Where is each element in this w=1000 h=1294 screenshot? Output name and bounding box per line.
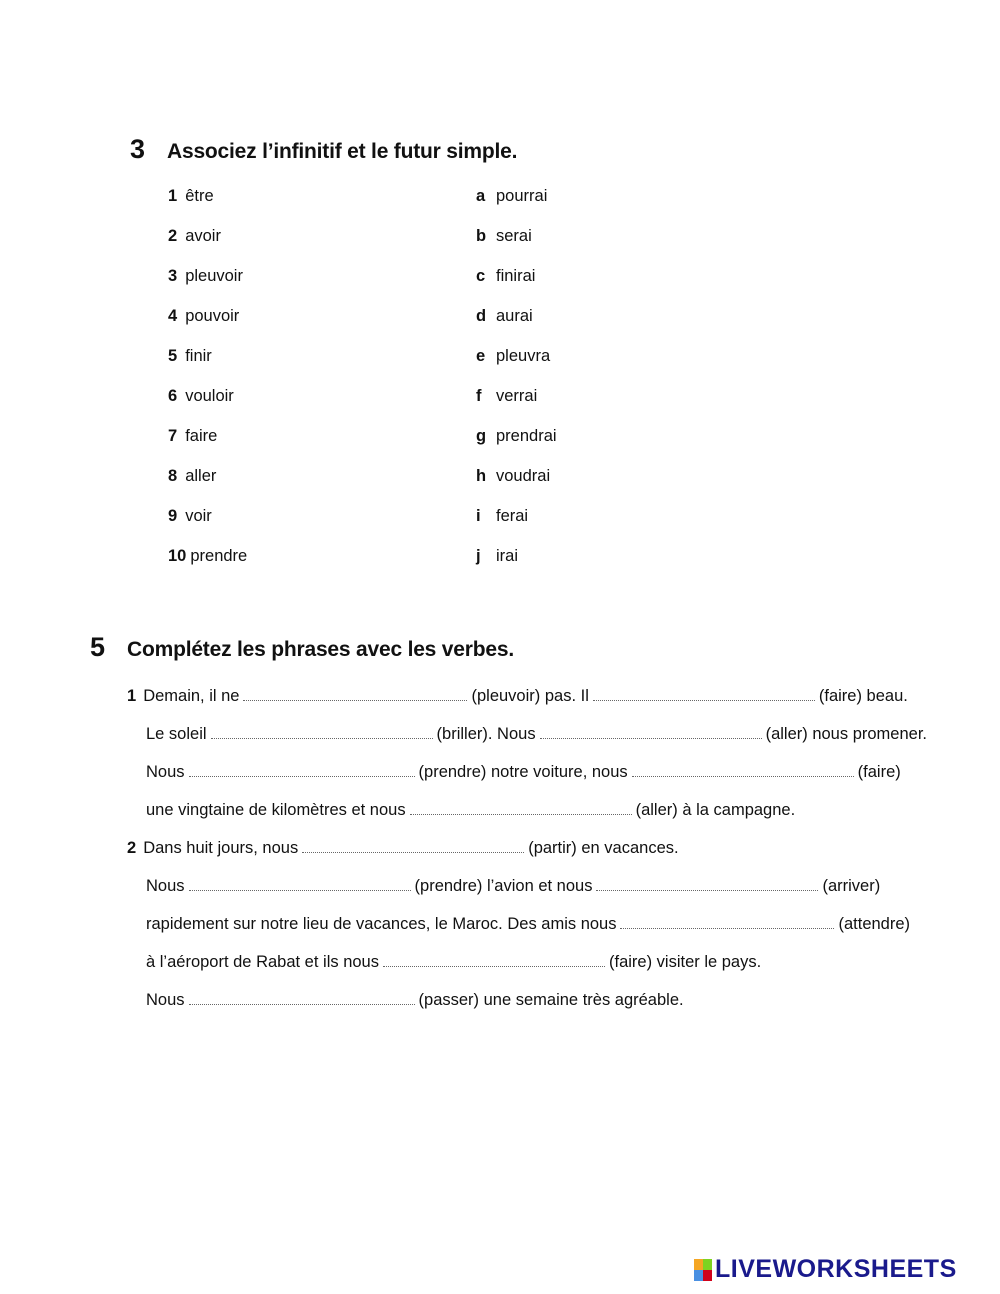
text-segment: Nous <box>146 991 185 1009</box>
text-segment: (aller) nous promener. <box>765 725 927 743</box>
text-segment: Nous <box>146 877 185 895</box>
infinitive-item[interactable] <box>168 307 239 326</box>
logo-mark-icon <box>694 1259 712 1281</box>
infinitive-number: 7 <box>168 427 178 445</box>
infinitive-item[interactable] <box>168 427 217 446</box>
sentence-line-2 <box>146 724 927 744</box>
answer-field-partir[interactable] <box>302 838 524 853</box>
infinitive-number: 9 <box>168 507 178 525</box>
text-segment: (attendre) <box>838 915 911 933</box>
answer-field-attendre[interactable] <box>620 914 834 929</box>
infinitive-word: avoir <box>185 227 221 245</box>
text-segment: Demain, il ne <box>143 687 240 705</box>
future-item[interactable] <box>476 467 550 486</box>
text-segment: (arriver) <box>822 877 881 895</box>
future-item[interactable] <box>476 547 518 566</box>
sentence-line-1 <box>127 686 908 706</box>
future-word: voudrai <box>496 467 551 485</box>
text-segment: Nous <box>146 763 185 781</box>
future-word: finirai <box>496 267 536 285</box>
answer-field-aller-2[interactable] <box>410 800 632 815</box>
future-item[interactable] <box>476 507 528 526</box>
answer-field-passer[interactable] <box>189 990 415 1005</box>
future-word: serai <box>496 227 532 245</box>
answer-field-briller[interactable] <box>211 724 433 739</box>
sentence-line-8 <box>146 952 761 972</box>
sentence-line-4 <box>146 800 795 820</box>
text-segment: (faire) <box>857 763 901 781</box>
brand-name: LIVEWORKSHEETS <box>715 1255 957 1283</box>
infinitive-number: 3 <box>168 267 178 285</box>
future-word: prendrai <box>496 427 557 445</box>
infinitive-word: vouloir <box>185 387 234 405</box>
text-segment: (faire) beau. <box>818 687 908 705</box>
infinitive-number: 5 <box>168 347 178 365</box>
infinitive-word: faire <box>185 427 218 445</box>
infinitive-word: prendre <box>190 547 248 565</box>
infinitive-item[interactable] <box>168 547 247 566</box>
infinitive-number: 2 <box>168 227 178 245</box>
text-segment: (briller). Nous <box>436 725 536 743</box>
future-word: verrai <box>496 387 538 405</box>
future-letter: e <box>476 347 486 365</box>
future-word: pleuvra <box>496 347 551 365</box>
text-segment: (passer) une semaine très agréable. <box>418 991 684 1009</box>
item-number-1: 1 <box>127 687 137 705</box>
infinitive-word: voir <box>185 507 212 525</box>
text-segment: (partir) en vacances. <box>528 839 679 857</box>
answer-field-aller-1[interactable] <box>540 724 762 739</box>
text-segment: Le soleil <box>146 725 207 743</box>
answer-field-prendre-1[interactable] <box>189 762 415 777</box>
infinitive-word: pouvoir <box>185 307 240 325</box>
future-item[interactable] <box>476 427 557 446</box>
infinitive-word: être <box>185 187 214 205</box>
item-number-2: 2 <box>127 839 137 857</box>
future-letter: i <box>476 507 481 525</box>
future-word: ferai <box>496 507 529 525</box>
sentence-line-3 <box>146 762 901 782</box>
infinitive-item[interactable] <box>168 507 212 526</box>
answer-field-faire-2[interactable] <box>632 762 854 777</box>
infinitive-item[interactable] <box>168 347 212 366</box>
future-item[interactable] <box>476 347 550 366</box>
text-segment: (prendre) l’avion et nous <box>414 877 593 895</box>
answer-field-pleuvoir[interactable] <box>243 686 467 701</box>
infinitive-number: 6 <box>168 387 178 405</box>
infinitive-word: aller <box>185 467 217 485</box>
answer-field-prendre-2[interactable] <box>189 876 411 891</box>
infinitive-item[interactable] <box>168 227 221 246</box>
future-item[interactable] <box>476 307 533 326</box>
future-letter: d <box>476 307 487 325</box>
text-segment: à l’aéroport de Rabat et ils nous <box>146 953 379 971</box>
future-item[interactable] <box>476 267 535 286</box>
sentence-line-5 <box>127 838 679 858</box>
exercise-5-number: 5 <box>90 632 106 662</box>
text-segment: une vingtaine de kilomètres et nous <box>146 801 406 819</box>
future-letter: g <box>476 427 487 445</box>
answer-field-faire-1[interactable] <box>593 686 815 701</box>
future-item[interactable] <box>476 227 532 246</box>
infinitive-word: finir <box>185 347 212 365</box>
liveworksheets-logo[interactable] <box>694 1255 957 1284</box>
future-item[interactable] <box>476 187 547 206</box>
infinitive-item[interactable] <box>168 187 214 206</box>
sentence-line-7 <box>146 914 910 934</box>
answer-field-arriver[interactable] <box>596 876 818 891</box>
future-item[interactable] <box>476 387 537 406</box>
future-word: irai <box>496 547 519 565</box>
exercise-5-title: Complétez les phrases avec les verbes. <box>127 638 514 661</box>
text-segment: (faire) visiter le pays. <box>608 953 762 971</box>
text-segment: rapidement sur notre lieu de vacances, le Maroc. Des amis nous <box>146 915 617 933</box>
exercise-3-number: 3 <box>130 134 146 164</box>
text-segment: Dans huit jours, nous <box>143 839 299 857</box>
future-word: aurai <box>496 307 533 325</box>
future-letter: c <box>476 267 486 285</box>
infinitive-word: pleuvoir <box>185 267 243 285</box>
sentence-line-9 <box>146 990 684 1010</box>
future-word: pourrai <box>496 187 548 205</box>
text-segment: (aller) à la campagne. <box>635 801 796 819</box>
future-letter: a <box>476 187 486 205</box>
future-letter: j <box>476 547 481 565</box>
future-letter: f <box>476 387 482 405</box>
infinitive-number: 8 <box>168 467 178 485</box>
text-segment: (pleuvoir) pas. Il <box>471 687 589 705</box>
future-letter: h <box>476 467 487 485</box>
infinitive-number: 1 <box>168 187 178 205</box>
text-segment: (prendre) notre voiture, nous <box>418 763 628 781</box>
future-letter: b <box>476 227 487 245</box>
infinitive-item[interactable] <box>168 267 243 286</box>
infinitive-item[interactable] <box>168 467 216 486</box>
infinitive-number: 4 <box>168 307 178 325</box>
infinitive-item[interactable] <box>168 387 234 406</box>
exercise-3-title: Associez l’infinitif et le futur simple. <box>167 140 518 163</box>
sentence-line-6 <box>146 876 880 896</box>
infinitive-number: 10 <box>168 547 187 565</box>
answer-field-faire-3[interactable] <box>383 952 605 967</box>
